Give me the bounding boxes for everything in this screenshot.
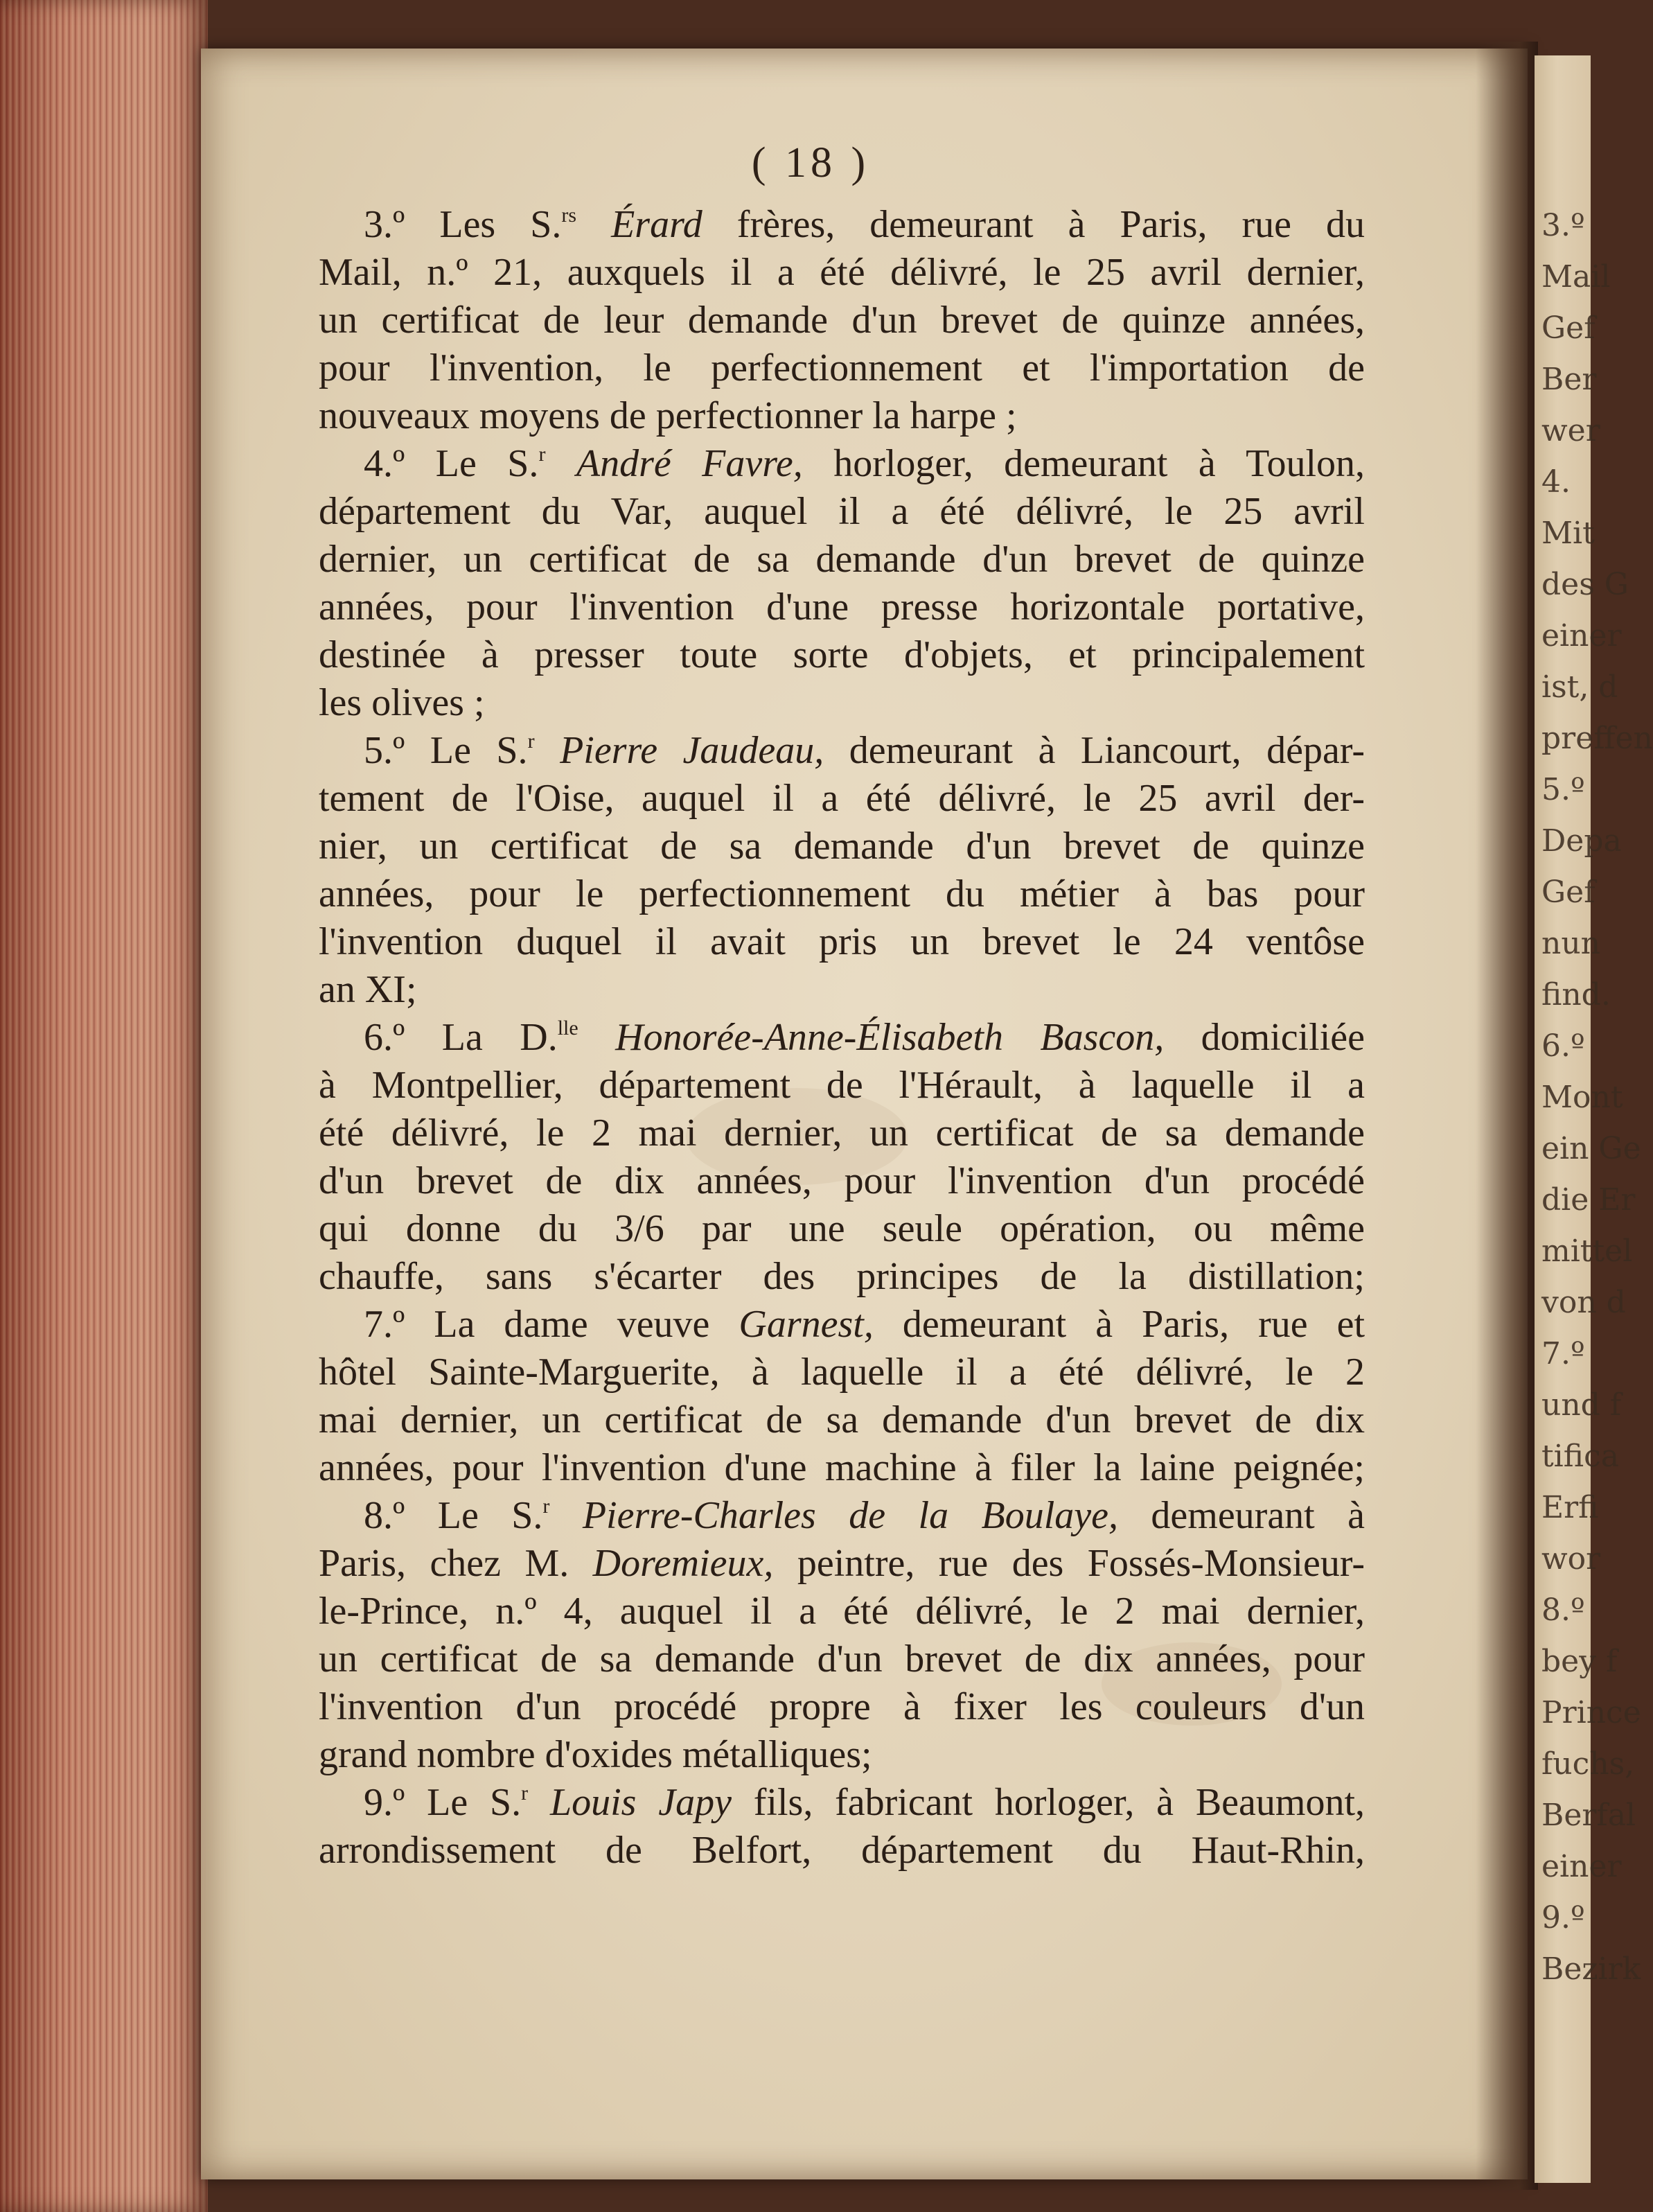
text-line	[319, 488, 1365, 536]
text-run: nouveaux moyens de perfectionner la harpe ;	[319, 394, 1017, 437]
text-line	[319, 966, 1365, 1014]
adjacent-page-fragment: Berfal	[1541, 1798, 1636, 1833]
text-line	[319, 392, 1365, 440]
text-line	[319, 249, 1365, 297]
text-line	[319, 1492, 1365, 1540]
adjacent-page-fragment: die Er	[1541, 1182, 1636, 1218]
adjacent-page-fragment: tifica	[1541, 1439, 1619, 1474]
text-line	[319, 1731, 1365, 1779]
text-run: horloger, demeurant à Toulon,	[802, 442, 1365, 485]
text-run: à Montpellier, département de l'Hérault, à laquelle il a	[319, 1064, 1365, 1107]
text-line	[319, 870, 1365, 918]
text-line	[319, 583, 1365, 631]
text-line	[319, 727, 1365, 775]
superscript-abbrev: rs	[561, 204, 577, 227]
adjacent-page-fragment: ist, d	[1541, 669, 1618, 705]
italic-name: Érard	[611, 203, 702, 246]
italic-name: Doremieux,	[592, 1542, 774, 1585]
text-run: fils, fabricant horloger, à Beaumont,	[731, 1781, 1365, 1824]
text-line	[319, 823, 1365, 870]
adjacent-page-fragment: von d	[1541, 1285, 1626, 1320]
text-run	[578, 1016, 615, 1059]
adjacent-page-fragment: Erfi	[1541, 1490, 1599, 1525]
text-run: chauffe, sans s'écarter des principes de la distillation;	[319, 1255, 1365, 1298]
adjacent-page-fragment: 7.º	[1541, 1336, 1585, 1371]
adjacent-page-fragment: einer	[1541, 618, 1622, 653]
adjacent-page-fragment: 3.º	[1541, 208, 1585, 243]
italic-name: Pierre-Charles de la Boulaye,	[582, 1494, 1118, 1537]
text-run: peintre, rue des Fossés-Monsieur-	[773, 1542, 1365, 1585]
text-line	[319, 1253, 1365, 1301]
text-line	[319, 631, 1365, 679]
superscript-abbrev: r	[527, 730, 535, 753]
text-run: le-Prince, n.º 4, auquel il a été délivré, le 2 mai dernier,	[319, 1590, 1365, 1633]
text-line	[319, 297, 1365, 344]
adjacent-page-fragment: Mit	[1541, 516, 1595, 551]
text-line	[319, 1396, 1365, 1444]
italic-name: Pierre Jaudeau,	[560, 729, 824, 772]
text-run: demeurant à Paris, rue et	[873, 1303, 1365, 1346]
adjacent-page-fragment: wor	[1541, 1541, 1601, 1577]
adjacent-page-fragment: Gef	[1541, 875, 1595, 910]
text-line	[319, 1014, 1365, 1062]
text-run: 8.º Le S.	[364, 1494, 543, 1537]
adjacent-page-fragment: Gef	[1541, 310, 1595, 346]
text-run: Mail, n.º 21, auxquels il a été délivré, le 25 avril dernier,	[319, 251, 1365, 294]
text-line	[319, 1062, 1365, 1109]
text-run: dernier, un certificat de sa demande d'un brevet de quinze	[319, 538, 1365, 581]
page-text	[319, 201, 1365, 1875]
text-run: pour l'invention, le perfectionnement et l'importation de	[319, 346, 1365, 389]
text-line	[319, 1540, 1365, 1588]
text-line	[319, 1109, 1365, 1157]
text-run: qui donne du 3/6 par une seule opération, ou même	[319, 1207, 1365, 1250]
page-gutter	[1476, 42, 1538, 2190]
text-run: Paris, chez M.	[319, 1542, 593, 1585]
adjacent-page-fragment: des G	[1541, 567, 1629, 602]
adjacent-page-fragment: Prince	[1541, 1695, 1641, 1730]
adjacent-page-fragment: ein Ge	[1541, 1131, 1641, 1166]
adjacent-page-fragment: Depa	[1541, 823, 1622, 859]
text-line	[319, 201, 1365, 249]
italic-name: André Favre,	[576, 442, 803, 485]
adjacent-page-fragment: 4.	[1541, 464, 1571, 500]
adjacent-page-fragment: 9.º	[1541, 1900, 1585, 1936]
text-run	[535, 729, 560, 772]
text-run: 3.º Les S.	[364, 203, 562, 246]
text-run: d'un brevet de dix années, pour l'invention d'un procédé	[319, 1159, 1365, 1202]
text-line	[319, 679, 1365, 727]
text-run: 4.º Le S.	[364, 442, 539, 485]
text-line	[319, 1827, 1365, 1875]
text-run: 5.º Le S.	[364, 729, 528, 772]
adjacent-page-edge	[1535, 55, 1653, 2183]
italic-name: Louis Japy	[549, 1781, 732, 1824]
text-run: grand nombre d'oxides métalliques;	[319, 1733, 872, 1776]
text-line	[319, 440, 1365, 488]
text-line	[319, 1301, 1365, 1349]
adjacent-page-fragment: bey f	[1541, 1644, 1618, 1679]
text-run: l'invention duquel il avait pris un brevet le 24 ventôse	[319, 920, 1365, 963]
text-run	[576, 203, 611, 246]
text-run	[528, 1781, 550, 1824]
text-run: destinée à presser toute sorte d'objets, et principalement	[319, 633, 1365, 676]
text-run: tement de l'Oise, auquel il a été délivré, le 25 avril der-	[319, 777, 1365, 820]
text-run: arrondissement de Belfort, département du Haut-Rhin,	[319, 1829, 1365, 1872]
text-line	[319, 344, 1365, 392]
adjacent-page-fragment: find.	[1541, 977, 1611, 1012]
text-run: hôtel Sainte-Marguerite, à laquelle il a été délivré, le 2	[319, 1351, 1365, 1394]
text-run: demeurant à Liancourt, dépar-	[824, 729, 1365, 772]
text-line	[319, 918, 1365, 966]
text-run: frères, demeurant à Paris, rue du	[702, 203, 1365, 246]
text-line	[319, 1349, 1365, 1396]
adjacent-page-fragment: Bezirk	[1541, 1951, 1641, 1987]
adjacent-page-fragment: 8.º	[1541, 1592, 1585, 1628]
text-run	[549, 1494, 582, 1537]
text-run: années, pour l'invention d'une presse horizontale portative,	[319, 586, 1365, 629]
text-run: les olives ;	[319, 681, 485, 724]
text-run: un certificat de sa demande d'un brevet de dix années, pour	[319, 1638, 1365, 1680]
text-run: 9.º Le S.	[364, 1781, 522, 1824]
text-run: années, pour l'invention d'une machine à filer la laine peignée;	[319, 1446, 1365, 1489]
page-number: ( 18 )	[751, 139, 870, 186]
adjacent-page-fragment: Ber	[1541, 362, 1597, 397]
text-run: été délivré, le 2 mai dernier, un certificat de sa demande	[319, 1112, 1365, 1155]
superscript-abbrev: r	[521, 1782, 529, 1805]
text-line	[319, 775, 1365, 823]
text-run: un certificat de leur demande d'un brevet de quinze années,	[319, 299, 1365, 342]
adjacent-page-fragment: wer	[1541, 413, 1600, 448]
italic-name: Garnest,	[739, 1303, 874, 1346]
text-run: domiciliée	[1164, 1016, 1365, 1059]
book-fore-edge	[0, 0, 208, 2212]
adjacent-page-fragment: fuchs,	[1541, 1746, 1635, 1782]
text-line	[319, 1683, 1365, 1731]
text-run: nier, un certificat de sa demande d'un brevet de quinze	[319, 825, 1365, 868]
superscript-abbrev: r	[542, 1495, 550, 1518]
text-line	[319, 1157, 1365, 1205]
text-run: département du Var, auquel il a été délivré, le 25 avril	[319, 490, 1365, 533]
text-run	[545, 442, 576, 485]
superscript-abbrev: lle	[557, 1017, 578, 1039]
text-run: l'invention d'un procédé propre à fixer les couleurs d'un	[319, 1685, 1365, 1728]
text-run: 6.º La D.	[364, 1016, 558, 1059]
text-run: mai dernier, un certificat de sa demande d'un brevet de dix	[319, 1398, 1365, 1441]
text-run: 7.º La dame veuve	[364, 1303, 739, 1346]
text-line	[319, 1635, 1365, 1683]
text-run: années, pour le perfectionnement du métier à bas pour	[319, 872, 1365, 915]
text-run: demeurant à	[1117, 1494, 1365, 1537]
text-line	[319, 1779, 1365, 1827]
adjacent-page-fragment: Mail	[1541, 259, 1611, 295]
superscript-abbrev: r	[538, 443, 546, 466]
adjacent-page-fragment: 6.º	[1541, 1028, 1585, 1064]
text-line	[319, 1588, 1365, 1635]
adjacent-page-fragment: nun	[1541, 926, 1601, 961]
text-line	[319, 536, 1365, 583]
text-line	[319, 1205, 1365, 1253]
text-run: an XI;	[319, 968, 417, 1011]
adjacent-page-fragment: Mont	[1541, 1080, 1623, 1115]
adjacent-page-fragment: und f	[1541, 1387, 1622, 1423]
adjacent-page-fragment: 5.º	[1541, 772, 1585, 807]
adjacent-page-fragment: preffen	[1541, 721, 1653, 756]
text-line	[319, 1444, 1365, 1492]
italic-name: Honorée-Anne-Élisabeth Bascon,	[615, 1016, 1165, 1059]
adjacent-page-fragment: einer	[1541, 1849, 1622, 1884]
adjacent-page-fragment: mittel	[1541, 1234, 1633, 1269]
